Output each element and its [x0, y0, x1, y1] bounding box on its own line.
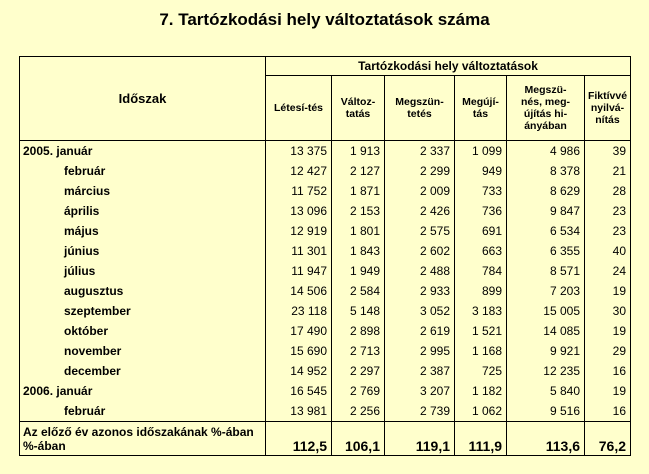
period-cell: március: [20, 181, 266, 201]
value-cell: 19: [585, 381, 631, 401]
value-cell: 14 085: [507, 321, 585, 341]
value-cell: 3 207: [385, 381, 455, 401]
value-cell: 1 913: [332, 141, 385, 162]
value-cell: 29: [585, 341, 631, 361]
value-cell: 23: [585, 221, 631, 241]
period-cell: augusztus: [20, 281, 266, 301]
value-cell: 2 426: [385, 201, 455, 221]
value-cell: 2 299: [385, 161, 455, 181]
value-cell: 21: [585, 161, 631, 181]
value-cell: 13 375: [266, 141, 332, 162]
column-header: Megszü- nés, meg- újítás hi- ányában: [507, 76, 585, 141]
value-cell: 899: [455, 281, 507, 301]
group-header: Tartózkodási hely változtatások: [266, 57, 631, 76]
period-cell: április: [20, 201, 266, 221]
value-cell: 16: [585, 361, 631, 381]
column-header: Megszün- tetés: [385, 76, 455, 141]
column-header: Változ- tatás: [332, 76, 385, 141]
table-row: [20, 161, 631, 181]
value-cell: 12 427: [266, 161, 332, 181]
value-cell: 2 387: [385, 361, 455, 381]
period-cell: július: [20, 261, 266, 281]
value-cell: 2 769: [332, 381, 385, 401]
value-cell: 8 378: [507, 161, 585, 181]
value-cell: 9 847: [507, 201, 585, 221]
value-cell: 13 096: [266, 201, 332, 221]
table-row: [20, 221, 631, 241]
value-cell: 1 062: [455, 401, 507, 422]
value-cell: 5 840: [507, 381, 585, 401]
value-cell: 12 235: [507, 361, 585, 381]
value-cell: 1 521: [455, 321, 507, 341]
value-cell: 28: [585, 181, 631, 201]
value-cell: 11 301: [266, 241, 332, 261]
period-cell: 2005. január: [20, 141, 266, 162]
value-cell: 784: [455, 261, 507, 281]
period-cell: szeptember: [20, 301, 266, 321]
table-row: [20, 341, 631, 361]
column-header: Megújí- tás: [455, 76, 507, 141]
value-cell: 6 534: [507, 221, 585, 241]
value-cell: 2 488: [385, 261, 455, 281]
value-cell: 1 182: [455, 381, 507, 401]
table-row: [20, 301, 631, 321]
summary-value: 113,6: [507, 422, 585, 456]
table-row: [20, 361, 631, 381]
value-cell: 2 256: [332, 401, 385, 422]
summary-value: 106,1: [332, 422, 385, 456]
value-cell: 14 506: [266, 281, 332, 301]
summary-value: 76,2: [585, 422, 631, 456]
summary-value: 111,9: [455, 422, 507, 456]
value-cell: 1 099: [455, 141, 507, 162]
table-row: [20, 241, 631, 261]
value-cell: 9 516: [507, 401, 585, 422]
value-cell: 2 933: [385, 281, 455, 301]
value-cell: 2 619: [385, 321, 455, 341]
period-cell: október: [20, 321, 266, 341]
table-row: [20, 281, 631, 301]
table-row: [20, 321, 631, 341]
data-table: [19, 56, 631, 456]
value-cell: 5 148: [332, 301, 385, 321]
value-cell: 11 947: [266, 261, 332, 281]
value-cell: 12 919: [266, 221, 332, 241]
value-cell: 16: [585, 401, 631, 422]
value-cell: 663: [455, 241, 507, 261]
period-cell: február: [20, 401, 266, 422]
value-cell: 1 949: [332, 261, 385, 281]
value-cell: 2 584: [332, 281, 385, 301]
value-cell: 2 127: [332, 161, 385, 181]
value-cell: 2 713: [332, 341, 385, 361]
value-cell: 23: [585, 201, 631, 221]
value-cell: 2 898: [332, 321, 385, 341]
value-cell: 40: [585, 241, 631, 261]
table-row: [20, 181, 631, 201]
value-cell: 949: [455, 161, 507, 181]
value-cell: 2 297: [332, 361, 385, 381]
value-cell: 4 986: [507, 141, 585, 162]
value-cell: 24: [585, 261, 631, 281]
value-cell: 8 629: [507, 181, 585, 201]
period-cell: 2006. január: [20, 381, 266, 401]
value-cell: 2 337: [385, 141, 455, 162]
value-cell: 8 571: [507, 261, 585, 281]
value-cell: 7 203: [507, 281, 585, 301]
period-cell: december: [20, 361, 266, 381]
value-cell: 1 871: [332, 181, 385, 201]
value-cell: 6 355: [507, 241, 585, 261]
period-cell: február: [20, 161, 266, 181]
value-cell: 19: [585, 321, 631, 341]
column-header: Fiktívvé nyilvá- nítás: [585, 76, 631, 141]
value-cell: 2 009: [385, 181, 455, 201]
period-header: Időszak: [20, 57, 266, 141]
table-row: [20, 261, 631, 281]
value-cell: 2 602: [385, 241, 455, 261]
value-cell: 3 183: [455, 301, 507, 321]
value-cell: 14 952: [266, 361, 332, 381]
value-cell: 1 168: [455, 341, 507, 361]
value-cell: 2 995: [385, 341, 455, 361]
summary-label: Az előző év azonos időszakának %-ában %-ában: [20, 422, 266, 456]
value-cell: 23 118: [266, 301, 332, 321]
value-cell: 725: [455, 361, 507, 381]
value-cell: 1 843: [332, 241, 385, 261]
period-cell: május: [20, 221, 266, 241]
value-cell: 15 690: [266, 341, 332, 361]
table-row: [20, 201, 631, 221]
value-cell: 15 005: [507, 301, 585, 321]
value-cell: 16 545: [266, 381, 332, 401]
value-cell: 9 921: [507, 341, 585, 361]
value-cell: 11 752: [266, 181, 332, 201]
page-title: 7. Tartózkodási hely változtatások száma: [159, 10, 490, 29]
value-cell: 13 981: [266, 401, 332, 422]
table-row: [20, 381, 631, 401]
summary-row: [20, 422, 631, 456]
period-cell: június: [20, 241, 266, 261]
value-cell: 2 153: [332, 201, 385, 221]
column-header: Létesí-tés: [266, 76, 332, 141]
period-cell: november: [20, 341, 266, 361]
table-body: [20, 141, 631, 456]
value-cell: 30: [585, 301, 631, 321]
summary-value: 119,1: [385, 422, 455, 456]
value-cell: 736: [455, 201, 507, 221]
summary-value: 112,5: [266, 422, 332, 456]
value-cell: 2 575: [385, 221, 455, 241]
value-cell: 1 801: [332, 221, 385, 241]
value-cell: 39: [585, 141, 631, 162]
value-cell: 17 490: [266, 321, 332, 341]
value-cell: 2 739: [385, 401, 455, 422]
value-cell: 691: [455, 221, 507, 241]
table-row: [20, 141, 631, 162]
value-cell: 733: [455, 181, 507, 201]
table-row: [20, 401, 631, 422]
value-cell: 19: [585, 281, 631, 301]
value-cell: 3 052: [385, 301, 455, 321]
